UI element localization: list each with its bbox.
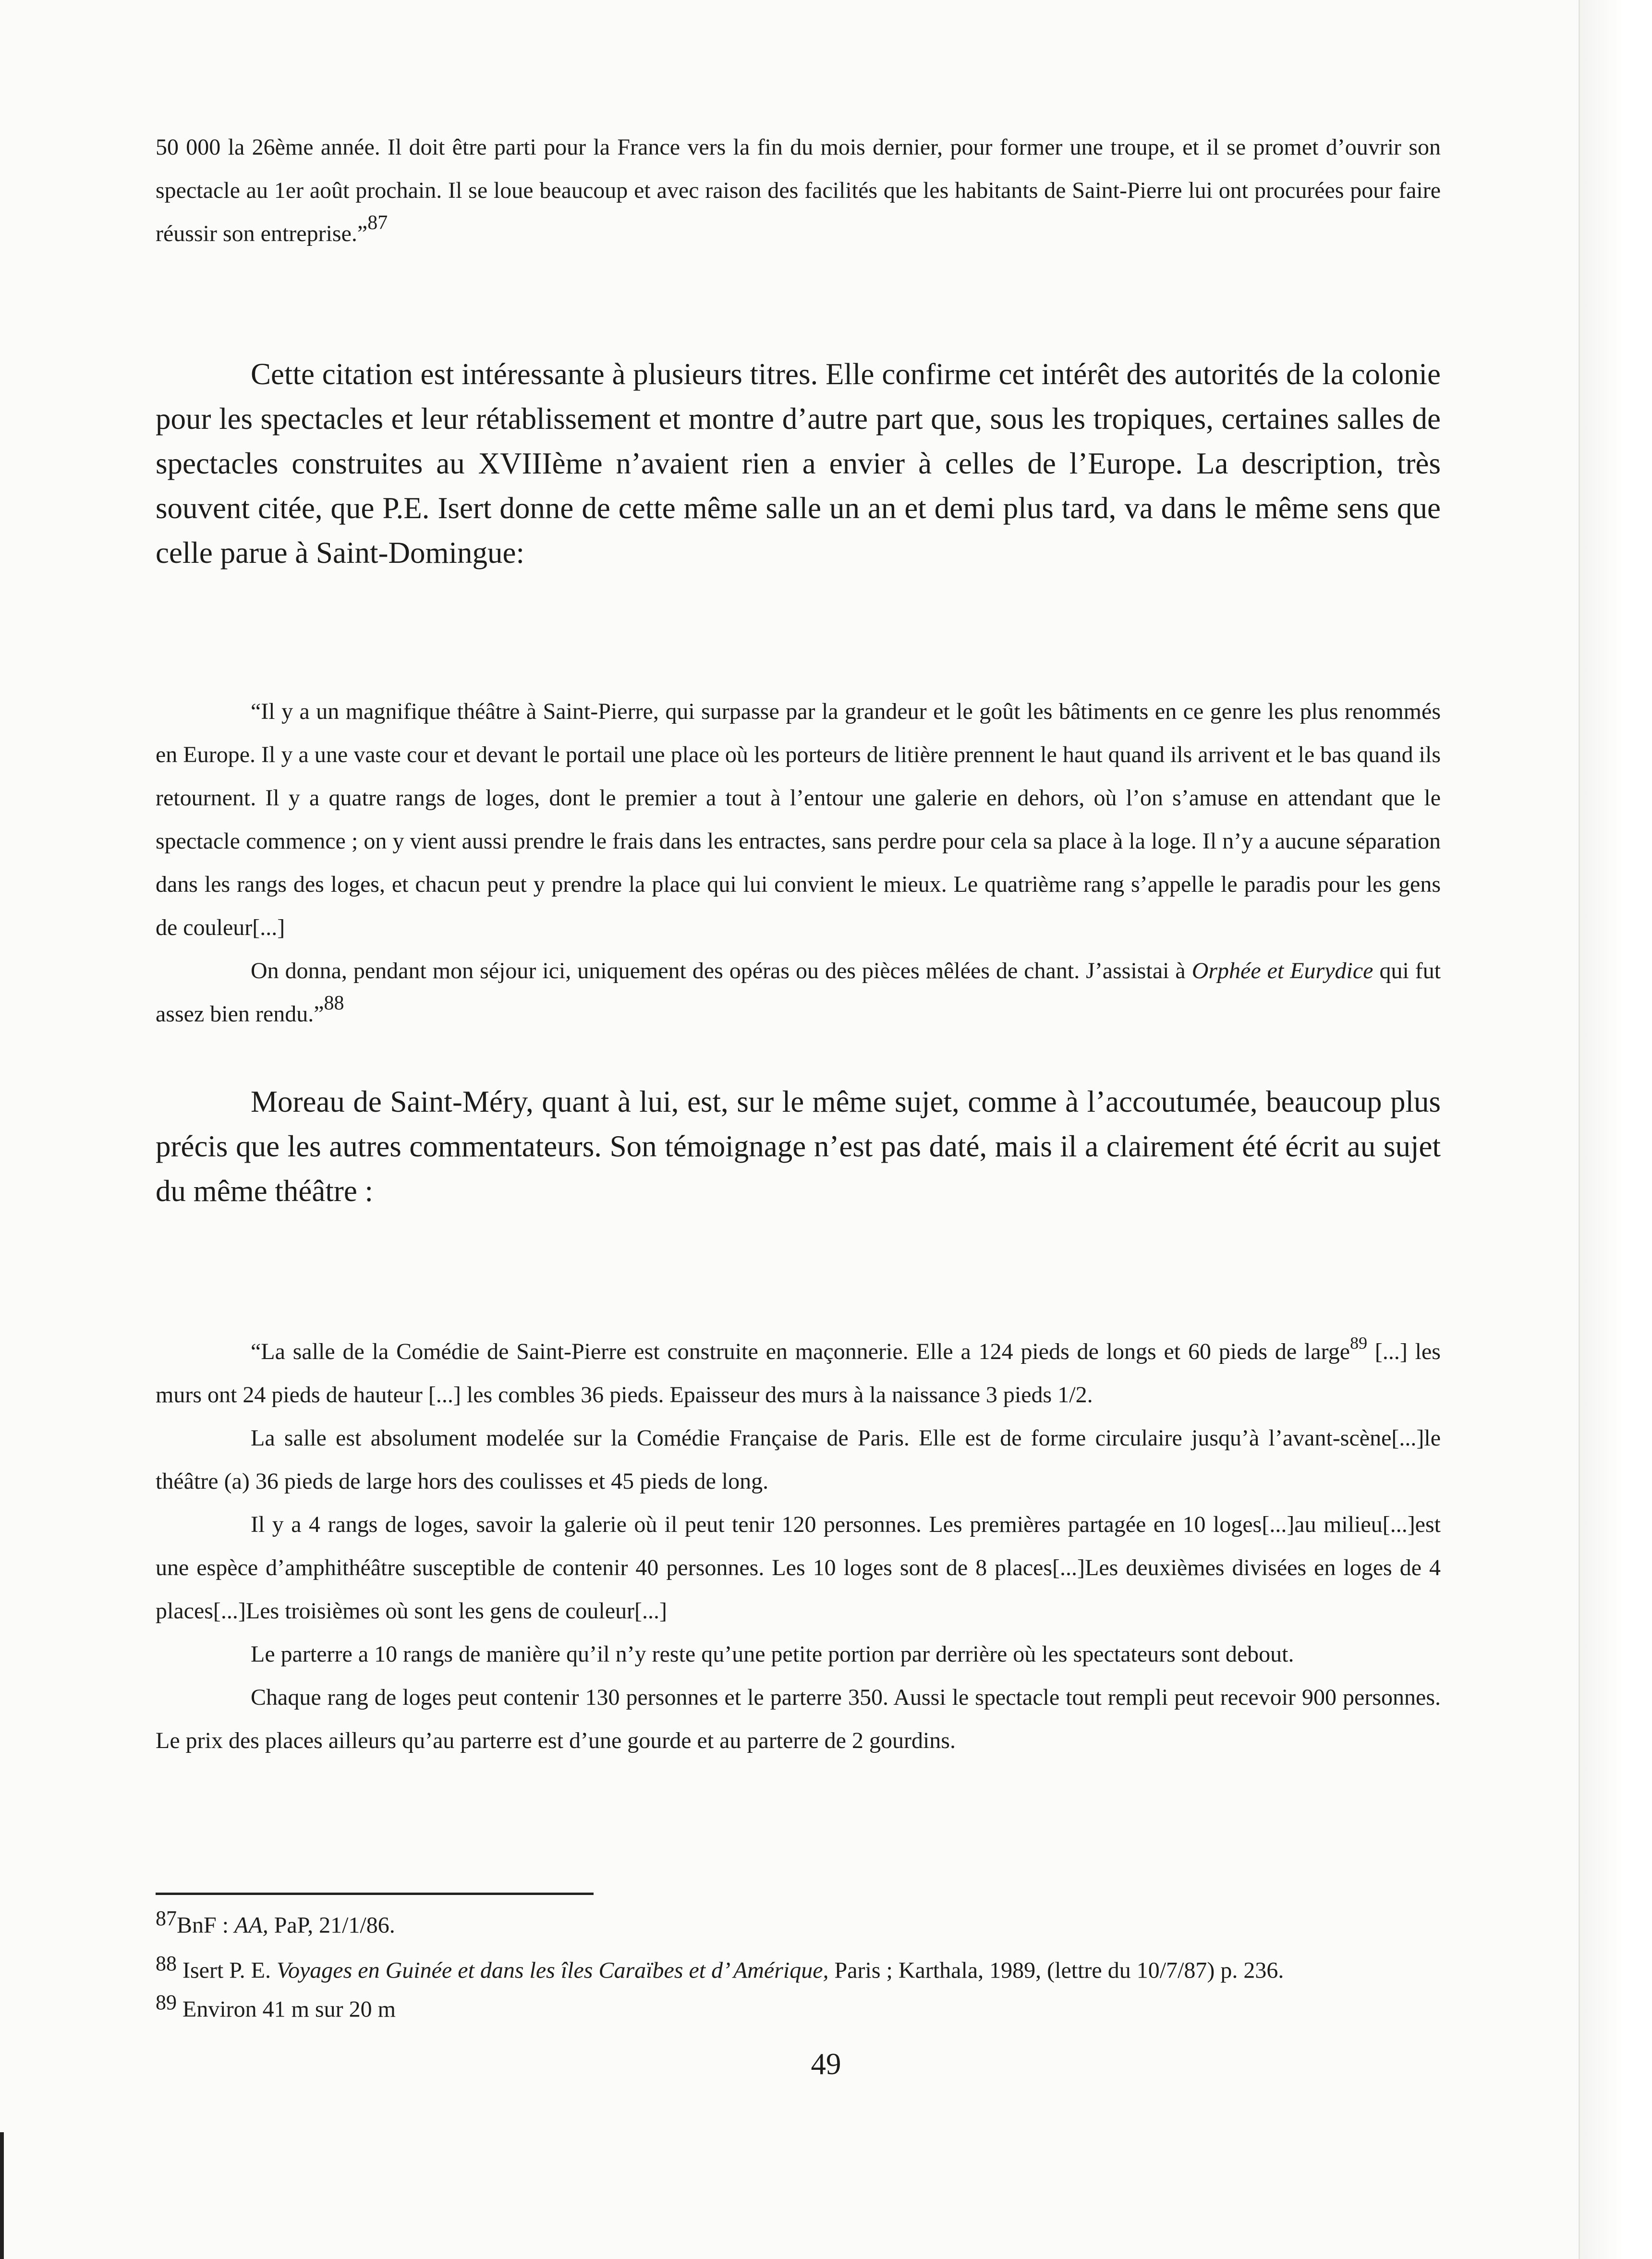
quote-moreau-paragraph-3: Il y a 4 rangs de loges, savoir la galerie où il peut tenir 120 personnes. Les premières partagée en 10 loges[...]au milieu[...]est une espèce d’amphithéâtre susceptible de contenir 40 personnes. Les 10 loges sont de 8 places[...]Les deuxièmes divisées en loges de 4 places[...]Les troisièmes où sont les gens de couleur[...] [156, 1512, 1441, 1624]
footnote-text-end: Paris ; Karthala, 1989, (lettre du 10/7/87) p. 236. [828, 1957, 1284, 1983]
footnote-separator [156, 1893, 594, 1895]
footnote-ref-89: 89 [1350, 1333, 1368, 1353]
body-paragraph-2 [156, 1080, 1441, 1214]
body-paragraph-1-text: Cette citation est intéressante à plusieurs titres. Elle confirme cet intérêt des autorités de la colonie pour les spectacles et leur rétablissement et montre d’autre part que, sous les tropiques, certaines salles de spectacles construites au XVIIIème n’avaient rien a envier à celles de l’Europe. La description, très souvent citée, que P.E. Isert donne de cette même salle un an et demi plus tard, va dans le même sens que celle parue à Saint-Domingue: [156, 357, 1441, 570]
scan-margin-mark [0, 2132, 4, 2259]
quote-isert [156, 690, 1441, 1036]
footnote-number: 88 [156, 1952, 177, 1976]
quote-isert-paragraph-1: “Il y a un magnifique théâtre à Saint-Pierre, qui surpasse par la grandeur et le goût les bâtiments en ce genre les plus renommés en Europe. Il y a une vaste cour et devant le portail une place où les porteurs de litière prennent le haut quand ils arrivent et le bas quand ils retournent. Il y a quatre rangs de loges, dont le premier a tout à l’entour une galerie en dehors, où l’on s’amuse en attendant que le spectacle commence ; on y vient aussi prendre le frais dans les entractes, sans perdre pour cela sa place à la loge. Il n’y a aucune séparation dans les rangs des loges, et chacun peut y prendre la place qui lui convient le mieux. Le quatrième rang s’appelle le paradis pour les gens de couleur[...] [156, 699, 1441, 940]
quote-moreau [156, 1330, 1441, 1762]
footnote-ref-87: 87 [367, 211, 388, 234]
quote-moreau-paragraph-1 [156, 1330, 1441, 1417]
quote-isert-paragraph-2 [156, 949, 1441, 1036]
footnote-text: BnF : [177, 1912, 235, 1938]
footnote-ref-88: 88 [324, 992, 344, 1014]
quote-continuation-text: 50 000 la 26ème année. Il doit être parti pour la France vers la fin du mois dernier, pour former une troupe, et il se promet d’ouvrir son spectacle au 1er août prochain. Il se loue beaucoup et avec raison des facilités que les habitants de Saint-Pierre lui ont procurées pour faire réussir son entreprise.” [156, 134, 1441, 246]
footnote-title: AA, [234, 1912, 268, 1938]
footnote-number: 87 [156, 1907, 177, 1930]
footnote-89 [156, 1987, 1441, 2025]
quote-continuation [156, 126, 1441, 255]
quote-moreau-text: “La salle de la Comédie de Saint-Pierre est construite en maçonnerie. Elle a 124 pieds de longs et 60 pieds de large [251, 1339, 1350, 1364]
footnote-text: Isert P. E. [182, 1957, 277, 1983]
footnote-number: 89 [156, 1990, 177, 2014]
footnote-87 [156, 1903, 1441, 1941]
page-edge [1579, 0, 1652, 2259]
page-number: 49 [811, 2047, 841, 2081]
footnote-title: Voyages en Guinée et dans les îles Caraïbes et d’ Amérique, [276, 1957, 829, 1983]
quote-moreau-paragraph-4: Le parterre a 10 rangs de manière qu’il n’y reste qu’une petite portion par derrière où les spectateurs sont debout. [251, 1641, 1294, 1667]
footnotes [156, 1903, 1441, 2025]
footnote-text-end: PaP, 21/1/86. [268, 1912, 395, 1938]
quote-isert-text: On donna, pendant mon séjour ici, uniquement des opéras ou des pièces mêlées de chant. J’assistai à [251, 958, 1186, 984]
body-paragraph-2-text: Moreau de Saint-Méry, quant à lui, est, sur le même sujet, comme à l’accoutumée, beaucoup plus précis que les autres commentateurs. Son témoignage n’est pas daté, mais il a clairement été écrit au sujet du même théâtre : [156, 1085, 1441, 1208]
footnote-text: Environ 41 m sur 20 m [182, 1996, 396, 2022]
quote-isert-text-end: qui fut assez bien rendu.” [156, 958, 1441, 1027]
footnote-88 [156, 1948, 1441, 1986]
quote-moreau-paragraph-2: La salle est absolument modelée sur la Comédie Française de Paris. Elle est de forme circulaire jusqu’à l’avant-scène[...]le théâtre (a) 36 pieds de large hors des coulisses et 45 pieds de long. [156, 1425, 1441, 1494]
body-paragraph-1 [156, 352, 1441, 575]
quote-moreau-paragraph-5: Chaque rang de loges peut contenir 130 personnes et le parterre 350. Aussi le spectacle tout rempli peut recevoir 900 personnes. Le prix des places ailleurs qu’au parterre est d’une gourde et au parterre de 2 gourdins. [156, 1685, 1441, 1753]
quote-moreau-text-end: [...] les murs ont 24 pieds de hauteur [...] les combles 36 pieds. Epaisseur des murs à la naissance 3 pieds 1/2. [156, 1339, 1441, 1408]
work-title: Orphée et Eurydice [1191, 958, 1373, 984]
